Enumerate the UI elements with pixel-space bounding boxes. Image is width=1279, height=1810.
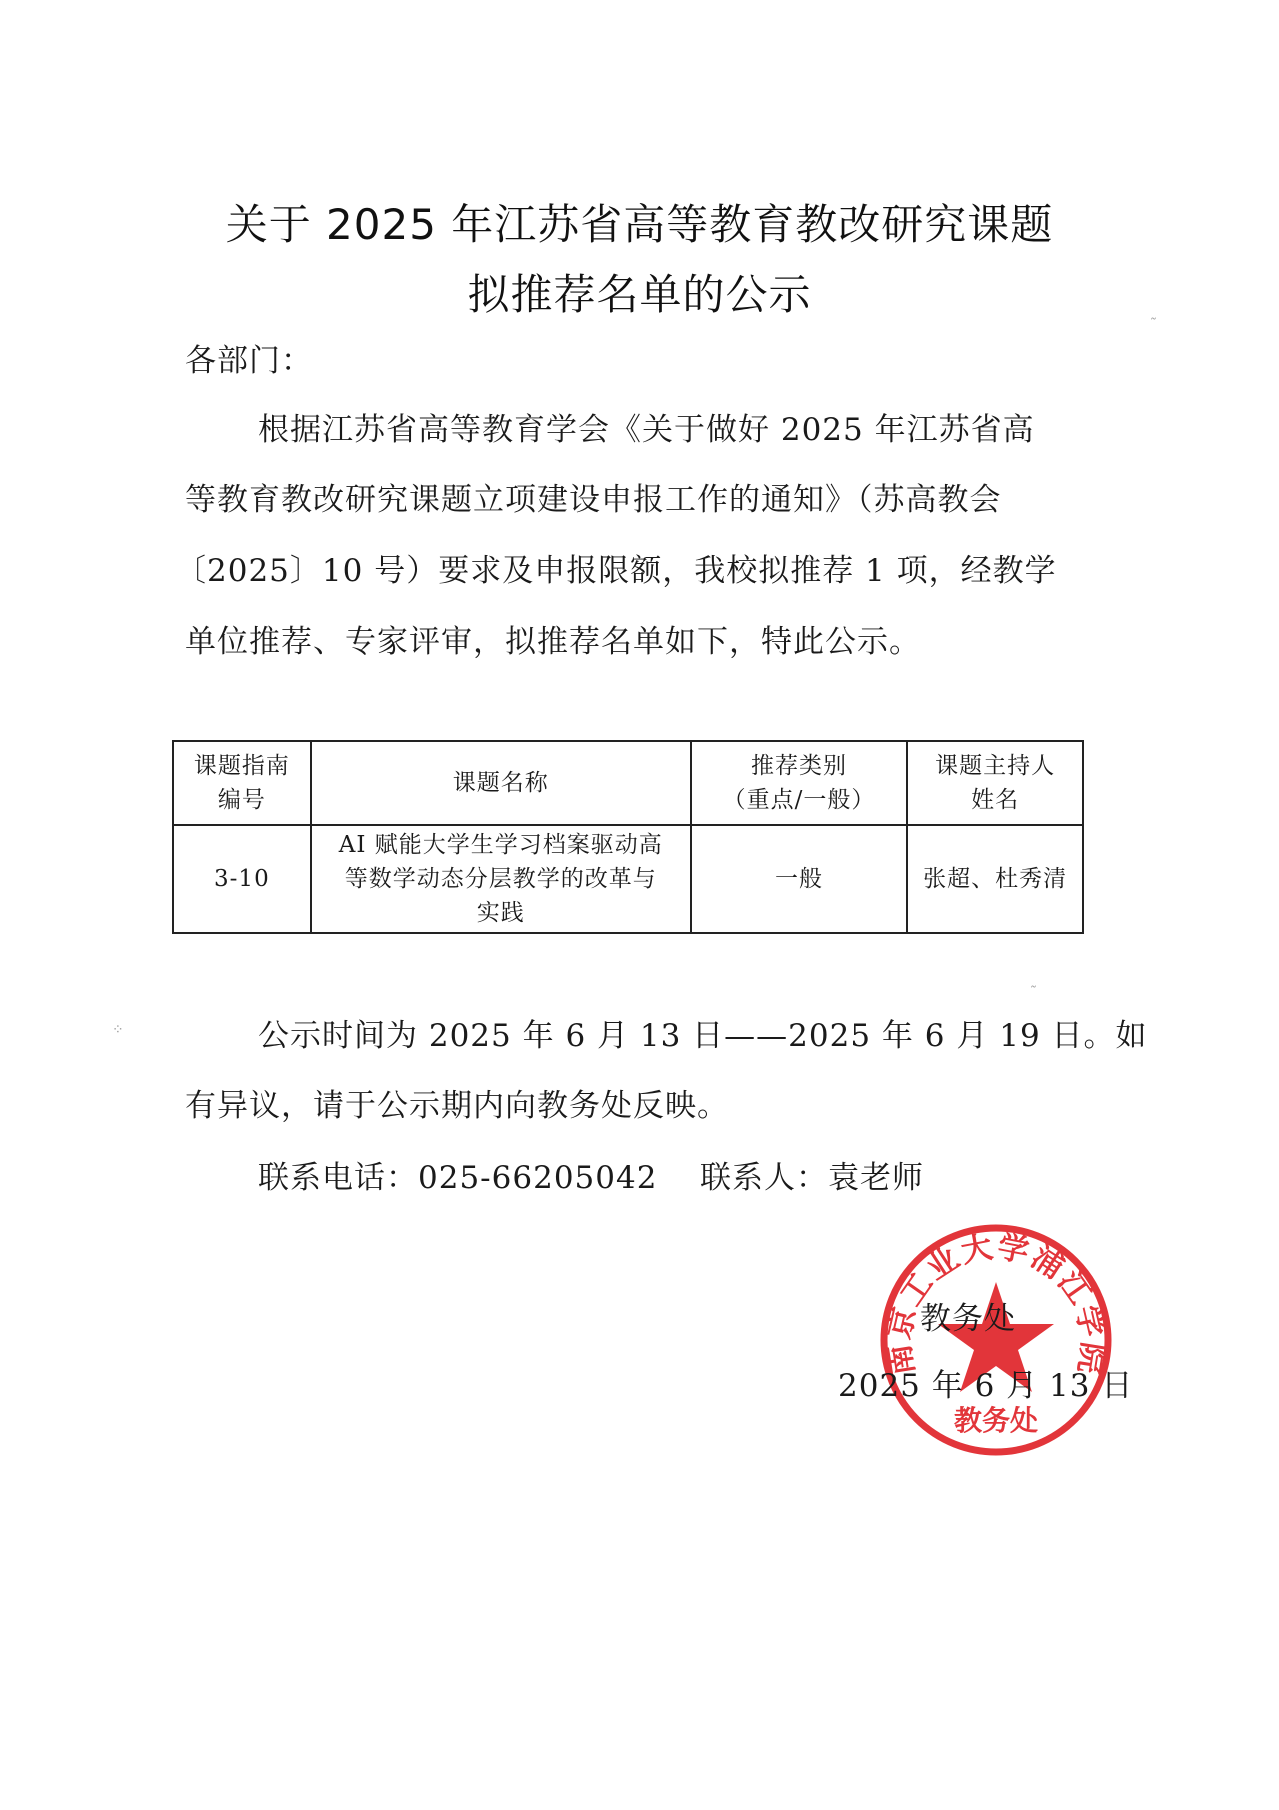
cell-category: 一般 — [691, 825, 908, 933]
scan-speck: ⁘ — [112, 1022, 124, 1038]
table-header-row — [173, 741, 1083, 825]
scan-speck: ˷ — [1150, 305, 1157, 321]
document-title-line1: 关于 2025 年江苏省高等教育教改研究课题 — [225, 200, 1054, 249]
body-line-4: 单位推荐、专家评审，拟推荐名单如下，特此公示。 — [185, 624, 921, 660]
header-host-l2: 姓名 — [971, 787, 1020, 813]
header-category-l1: 推荐类别 — [751, 753, 848, 779]
header-guide-code-l2: 编号 — [217, 787, 266, 813]
signature-office: 教务处 — [920, 1301, 1016, 1337]
cell-guide-code: 3-10 — [173, 825, 311, 933]
notice-line-1: 公示时间为 2025 年 6 月 13 日——2025 年 6 月 19 日。如 — [258, 1018, 1148, 1054]
signature-date: 2025 年 6 月 13 日 — [838, 1368, 1134, 1404]
header-guide-code — [173, 741, 311, 825]
cell-topic-name-l1: AI 赋能大学生学习档案驱动高 — [338, 832, 663, 858]
contact-person: 联系人：袁老师 — [700, 1160, 924, 1196]
body-line-2: 等教育教改研究课题立项建设申报工作的通知》（苏高教会 — [185, 482, 1002, 518]
body-line-1: 根据江苏省高等教育学会《关于做好 2025 年江苏省高 — [258, 412, 1035, 448]
seal-ring-text: 南京工业大学浦江学院 — [880, 1228, 1112, 1378]
scan-speck: ˷ — [1030, 973, 1037, 989]
official-seal — [876, 1220, 1116, 1460]
contact-phone: 联系电话：025-66205042 — [258, 1160, 658, 1196]
header-topic-name: 课题名称 — [311, 741, 691, 825]
salutation: 各部门： — [185, 343, 313, 379]
cell-topic-name-l3: 实践 — [476, 900, 525, 926]
seal-center-text: 教务处 — [953, 1404, 1039, 1437]
cell-topic-name-l2: 等数学动态分层教学的改革与 — [344, 866, 657, 892]
cell-topic-name — [311, 825, 691, 933]
cell-host: 张超、杜秀清 — [907, 825, 1083, 933]
notice-line-2: 有异议，请于公示期内向教务处反映。 — [185, 1088, 729, 1124]
table-row — [173, 825, 1083, 933]
document-title-line2: 拟推荐名单的公示 — [467, 270, 812, 319]
header-host-l1: 课题主持人 — [935, 753, 1056, 779]
header-guide-code-l1: 课题指南 — [193, 753, 290, 779]
body-line-3: 〔2025〕10 号）要求及申报限额，我校拟推荐 1 项，经教学 — [175, 553, 1057, 589]
header-category-l2: （重点/一般） — [722, 787, 876, 813]
recommendation-table — [172, 740, 1084, 934]
header-category — [691, 741, 908, 825]
header-host — [907, 741, 1083, 825]
